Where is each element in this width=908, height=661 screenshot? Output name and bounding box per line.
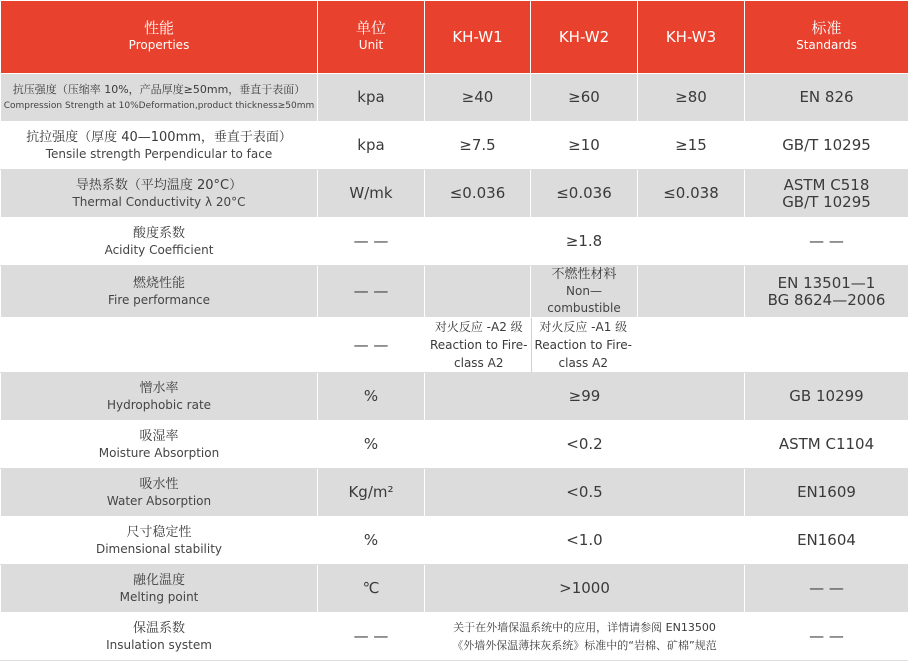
value-cell: ≥1.8 bbox=[531, 218, 638, 266]
unit-cell: ℃ bbox=[318, 565, 425, 613]
table-row bbox=[1, 122, 908, 170]
unit-cell: — — bbox=[318, 318, 425, 373]
empty-cell bbox=[638, 218, 745, 266]
value-cell: ≤0.036 bbox=[531, 170, 638, 218]
header-unit: 单位 Unit bbox=[318, 1, 425, 74]
header-standards: 标准 Standards bbox=[745, 1, 908, 74]
header-kh-w2: KH-W2 bbox=[531, 1, 638, 74]
table-row bbox=[1, 218, 908, 266]
value-cell: 关于在外墙保温系统中的应用，详情请参阅 EN13500 《外墙外保温薄抹灰系统》标准中的“岩棉、矿棉”规范 bbox=[425, 613, 745, 661]
unit-cell: % bbox=[318, 373, 425, 421]
table-row bbox=[1, 266, 908, 318]
unit-cell: % bbox=[318, 421, 425, 469]
header-row bbox=[1, 1, 908, 74]
property-cell: 抗压强度（压缩率 10%，产品厚度≥50mm，垂直于表面） Compression Strength at 10%Deformation,product thickness≥50mm bbox=[1, 74, 318, 122]
unit-cell: % bbox=[318, 517, 425, 565]
empty-cell bbox=[638, 266, 745, 318]
property-cell bbox=[1, 318, 318, 373]
value-cell: <0.5 bbox=[425, 469, 745, 517]
standard-cell: — — bbox=[745, 613, 908, 661]
table-row bbox=[1, 373, 908, 421]
property-cell: 吸水性 Water Absorption bbox=[1, 469, 318, 517]
standard-cell: EN1609 bbox=[745, 469, 908, 517]
unit-cell: kpa bbox=[318, 74, 425, 122]
value-cell: <0.2 bbox=[425, 421, 745, 469]
header-kh-w3: KH-W3 bbox=[638, 1, 745, 74]
value-cell: ≥80 bbox=[638, 74, 745, 122]
header-properties: 性能 Properties bbox=[1, 1, 318, 74]
value-cell: >1000 bbox=[425, 565, 745, 613]
table-row bbox=[1, 613, 908, 661]
standard-cell: — — bbox=[745, 218, 908, 266]
unit-cell: kpa bbox=[318, 122, 425, 170]
property-cell: 保温系数 Insulation system bbox=[1, 613, 318, 661]
value-cell: ≥40 bbox=[425, 74, 531, 122]
standard-cell: — — bbox=[745, 565, 908, 613]
table-row bbox=[1, 74, 908, 122]
property-cell: 融化温度 Melting point bbox=[1, 565, 318, 613]
standard-cell bbox=[745, 318, 908, 373]
standard-cell: ASTM C1104 bbox=[745, 421, 908, 469]
standard-cell: ASTM C518 GB/T 10295 bbox=[745, 170, 908, 218]
value-cell: 对火反应 -A2 级 Reaction to Fire-class A2 对火反应 -A1 级 Reaction to Fire-class A2 bbox=[425, 318, 638, 373]
unit-cell: Kg/m² bbox=[318, 469, 425, 517]
value-cell: ≥7.5 bbox=[425, 122, 531, 170]
value-cell: ≥15 bbox=[638, 122, 745, 170]
value-cell: ≥99 bbox=[425, 373, 745, 421]
table-row bbox=[1, 469, 908, 517]
unit-cell: W/mk bbox=[318, 170, 425, 218]
property-cell: 酸度系数 Acidity Coefficient bbox=[1, 218, 318, 266]
table-row bbox=[1, 517, 908, 565]
table-row bbox=[1, 421, 908, 469]
table-row bbox=[1, 318, 908, 373]
standard-cell: EN 13501—1 BG 8624—2006 bbox=[745, 266, 908, 318]
property-cell: 吸湿率 Moisture Absorption bbox=[1, 421, 318, 469]
unit-cell: — — bbox=[318, 613, 425, 661]
standard-cell: GB 10299 bbox=[745, 373, 908, 421]
table-row bbox=[1, 565, 908, 613]
empty-cell bbox=[425, 218, 531, 266]
empty-cell bbox=[425, 266, 531, 318]
header-kh-w1: KH-W1 bbox=[425, 1, 531, 74]
value-cell: ≥10 bbox=[531, 122, 638, 170]
value-cell: ≤0.038 bbox=[638, 170, 745, 218]
standard-cell: GB/T 10295 bbox=[745, 122, 908, 170]
standard-cell: EN 826 bbox=[745, 74, 908, 122]
value-cell: 不燃性材料 Non—combustible bbox=[531, 266, 638, 318]
property-cell: 导热系数（平均温度 20°C） Thermal Conductivity λ 20°C bbox=[1, 170, 318, 218]
property-cell: 尺寸稳定性 Dimensional stability bbox=[1, 517, 318, 565]
property-cell: 憎水率 Hydrophobic rate bbox=[1, 373, 318, 421]
value-cell: ≥60 bbox=[531, 74, 638, 122]
value-cell: <1.0 bbox=[425, 517, 745, 565]
unit-cell: — — bbox=[318, 266, 425, 318]
property-cell: 抗拉强度（厚度 40—100mm，垂直于表面） Tensile strength Perpendicular to face bbox=[1, 122, 318, 170]
property-cell: 燃烧性能 Fire performance bbox=[1, 266, 318, 318]
value-cell: ≤0.036 bbox=[425, 170, 531, 218]
standard-cell: EN1604 bbox=[745, 517, 908, 565]
table-row bbox=[1, 170, 908, 218]
empty-cell bbox=[638, 318, 745, 373]
unit-cell: — — bbox=[318, 218, 425, 266]
